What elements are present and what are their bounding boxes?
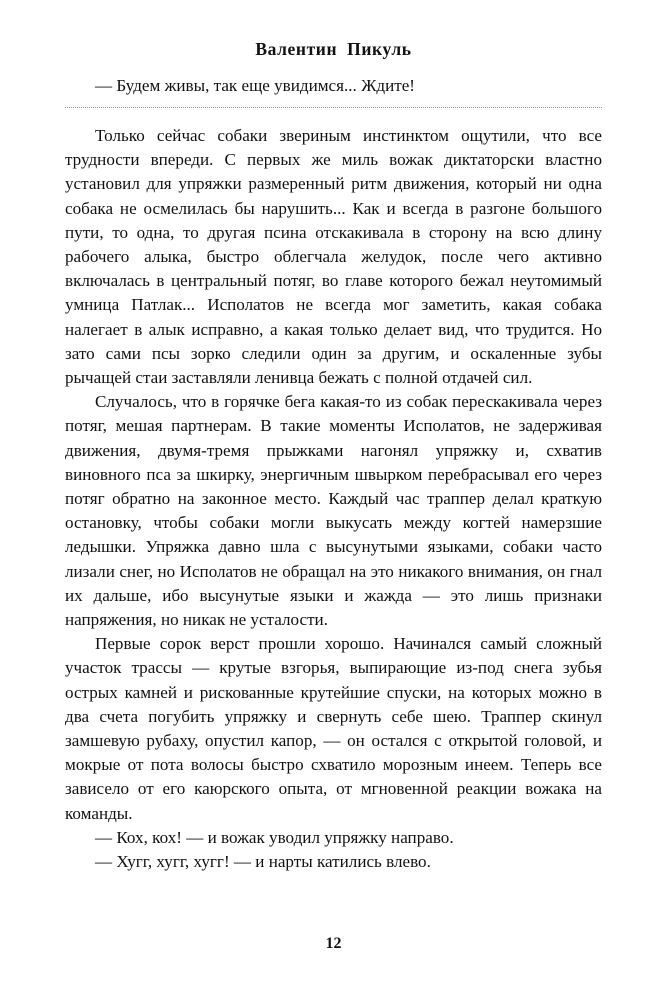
page-number: 12 [325, 935, 342, 952]
dialogue-line: — Хугг, хугг, хугг! — и нарты катились влево. [95, 852, 431, 872]
dialogue-line-opening: — Будем живы, так еще увидимся... Ждите! [95, 76, 415, 95]
body-paragraph: Случалось, что в горячке бега какая-то из собак перескакивала через потяг, мешая партнерам. В такие моменты Исполатов, не задерживая движения, двумя-тремя прыжками нагонял упряжку и, схватив виновного пса за шкирку, энергичным швырком перебрасывал его через потяг обратно на законное место. Каждый час траппер делал краткую остановку, чтобы собаки могли выкусать между когтей намерзшие ледышки. Упряжка давно шла с высунутыми языками, собаки часто лизали снег, но Исполатов не обращал на это никакого внимания, он гнал их дальше, ибо высунутые языки и жажда — это лишь признаки напряжения, но никак не усталости. [65, 392, 602, 630]
dialogue-line: — Кох, кох! — и вожак уводил упряжку направо. [95, 827, 454, 847]
dotted-separator-rule [65, 107, 602, 109]
body-paragraph: Первые сорок верст прошли хорошо. Начинался самый сложный участок трассы — крутые взгорья, выпирающие из-под снега зубья острых камней и рискованные крутейшие спуски, на которых можно в два счета погубить упряжку и свернуть себе шею. Траппер скинул замшевую рубаху, опустил капор, — он остался с открытой головой, и мокрые от пота волосы быстро схватило морозным инеем. Теперь все зависело от его каюрского опыта, от мгновенной реакции вожака на команды. [65, 634, 602, 823]
pre-separator-text-block [65, 74, 602, 98]
main-text-block [65, 124, 602, 874]
body-paragraph: Только сейчас собаки звериным инстинктом ощутили, что все трудности впереди. С первых же миль вожак диктаторски властно установил для упряжки размеренный ритм движения, который ни одна собака не осмелилась бы нарушить... Как и всегда в разгоне большого пути, то одна, то другая псина отскакивала в сторону на всю длину рабочего алыка, быстро облегчала желудок, после чего активно включалась в центральный потяг, во главе которого бежал неутомимый умница Патлак... Исполатов не всегда мог заметить, какая собака налегает в алык исправно, а какая только делает вид, что трудится. Но зато сами псы зорко следили один за другим, и оскаленные зубы рычащей стаи заставляли ленивца бежать с полной отдачей сил. [65, 126, 602, 388]
running-head-author: Валентин Пикуль [255, 39, 412, 59]
